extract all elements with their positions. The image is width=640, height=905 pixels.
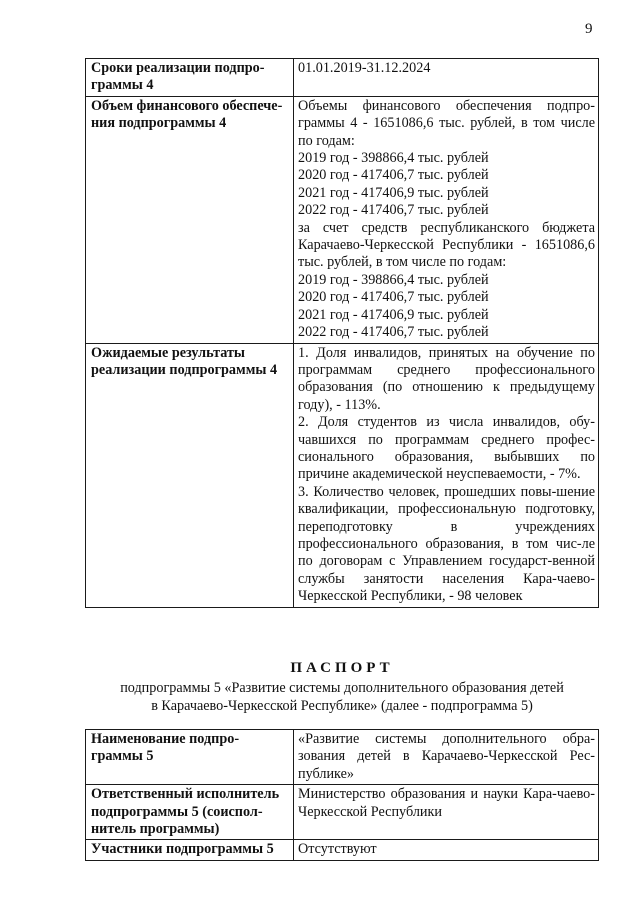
row-value	[294, 785, 599, 840]
value-line: 2022 год - 417406,7 тыс. рублей	[298, 202, 489, 219]
value-line: 2020 год - 417406,7 тыс. рублей	[298, 167, 489, 184]
subprogram-4-passport-table	[85, 58, 599, 608]
row-label: Участники подпрограммы 5	[86, 840, 294, 860]
passport-subtitle-line: подпрограммы 5 «Развитие системы дополнительного образования детей	[120, 680, 564, 697]
value-line: 2020 год - 417406,7 тыс. рублей	[298, 289, 489, 306]
passport-heading	[85, 660, 599, 715]
table-row	[86, 730, 599, 785]
row-label: Наименование подпро-граммы 5	[86, 730, 294, 785]
value-line: 2021 год - 417406,9 тыс. рублей	[298, 184, 489, 201]
value-line: 2. Доля студентов из числа инвалидов, обу-чавшихся по программам среднего профес-сионального образования, выбывших по причине академической неуспеваемости, - 7%.	[298, 414, 595, 483]
value-line: 01.01.2019-31.12.2024	[298, 60, 431, 76]
row-value	[294, 96, 599, 343]
value-line: 2021 год - 417406,9 тыс. рублей	[298, 306, 489, 323]
row-label: Ожидаемые результаты реализации подпрограммы 4	[86, 343, 294, 607]
table-row	[86, 96, 599, 343]
row-value	[294, 730, 599, 785]
table-row	[86, 785, 599, 840]
row-label: Сроки реализации подпро-граммы 4	[86, 59, 294, 97]
row-label: Ответственный исполнитель подпрограммы 5 (соиспол-нитель программы)	[86, 785, 294, 840]
table-row	[86, 59, 599, 97]
value-line: Министерство образования и науки Кара-чаево-Черкесской Республики	[298, 786, 595, 820]
row-value	[294, 343, 599, 607]
value-line: 2019 год - 398866,4 тыс. рублей	[298, 271, 489, 288]
passport-title: ПАСПОРТ	[290, 660, 394, 676]
passport-subtitle-line: в Карачаево-Черкесской Республике» (далее - подпрограмма 5)	[151, 697, 533, 714]
value-line: Объемы финансового обеспечения подпро-граммы 4 - 1651086,6 тыс. рублей, в том числе по годам:	[298, 97, 595, 149]
value-line: 3. Количество человек, прошедших повы-шение квалификации, профессиональную подготовку, переподготовку в учреждениях профессионального образования, в том чис-ле по договорам с Управлением государст-венной службы занятости населения Кара-чаево-Черкесской Республики, - 98 человек	[298, 483, 595, 605]
value-line: 2019 год - 398866,4 тыс. рублей	[298, 150, 489, 167]
page-number: 9	[585, 21, 593, 37]
value-line: 1. Доля инвалидов, принятых на обучение по программам среднего профессионального образования (по отношению к предыдущему году), - 113%.	[298, 344, 595, 413]
value-line: 2022 год - 417406,7 тыс. рублей	[298, 324, 489, 341]
subprogram-5-passport-table	[85, 729, 599, 861]
value-line: «Развитие системы дополнительного обра-зования детей в Карачаево-Черкесской Рес-публике»	[298, 731, 595, 782]
table-row	[86, 840, 599, 860]
table-row	[86, 343, 599, 607]
row-value	[294, 59, 599, 97]
row-value	[294, 840, 599, 860]
row-label: Объем финансового обеспече-ния подпрограммы 4	[86, 96, 294, 343]
value-line: Отсутствуют	[298, 841, 377, 858]
value-line: за счет средств республиканского бюджета Карачаево-Черкесской Республики - 1651086,6 тыс. рублей, в том числе по годам:	[298, 219, 595, 271]
